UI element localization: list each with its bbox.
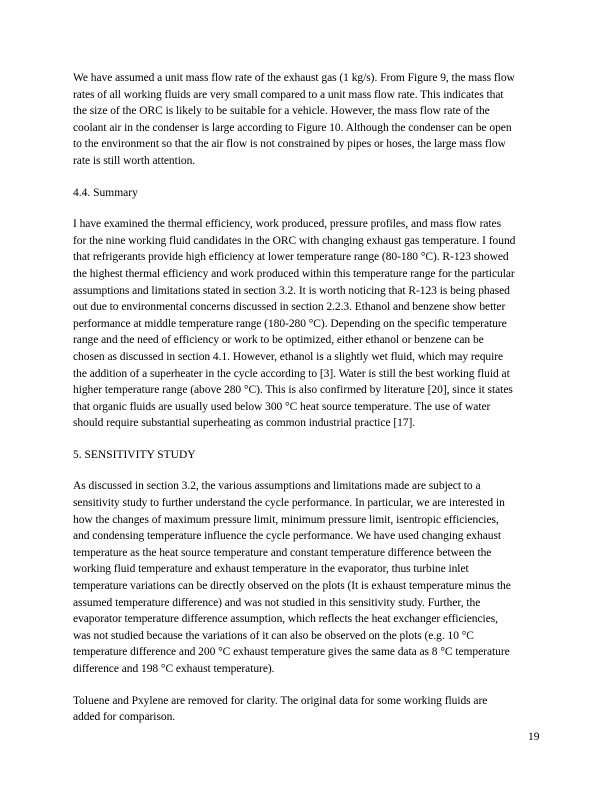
- paragraph-toluene-note: Toluene and Pxylene are removed for clarity. The original data for some working fluids are added for comparison.: [73, 694, 488, 724]
- page-number: 19: [528, 731, 540, 743]
- page-content: [73, 70, 543, 726]
- paragraph-summary: I have examined the thermal efficiency, work produced, pressure profiles, and mass flow rates for the nine working fluid candidates in the ORC with changing exhaust gas temperature. I found that refrigerants provide high efficiency at lower temperature range (80-180 °C). R-123 showed the highest thermal efficiency and work produced within this temperature range for the particular assumptions and limitations stated in section 3.2. It is worth noticing that R-123 is being phased out due to environmental concerns discussed in section 2.2.3. Ethanol and benzene show better performance at middle temperature range (180-280 °C). Depending on the specific temperature range and the need of efficiency or work to be optimized, either ethanol or benzene can be chosen as discussed in section 4.1. However, ethanol is a slightly wet fluid, which may require the addition of a superheater in the cycle according to [3]. Water is still the best working fluid at higher temperature range (above 280 °C). This is also confirmed by literature [20], since it states that organic fluids are usually used below 300 °C heat source temperature. The use of water should require substantial superheating as common industrial practice [17].: [73, 218, 516, 430]
- section-heading-summary: 4.4. Summary: [73, 186, 138, 199]
- section-heading-sensitivity: 5. SENSITIVITY STUDY: [73, 448, 196, 461]
- paragraph-sensitivity: As discussed in section 3.2, the various assumptions and limitations made are subject to a sensitivity study to further understand the cycle performance. In particular, we are interested in how the changes of maximum pressure limit, minimum pressure limit, isentropic efficiencies, and condensing temperature influence the cycle performance. We have used changing exhaust temperature as the heat source temperature and constant temperature difference between the working fluid temperature and exhaust temperature in the evaporator, thus turbine inlet temperature variations can be directly observed on the plots (It is exhaust temperature minus the assumed temperature difference) and was not studied in this sensitivity study. Further, the evaporator temperature difference assumption, which reflects the heat exchanger efficiencies, was not studied because the variations of it can also be observed on the plots (e.g. 10 °C temperature difference and 200 °C exhaust temperature gives the same data as 8 °C temperature difference and 198 °C exhaust temperature).: [73, 480, 511, 675]
- paragraph-mass-flow: We have assumed a unit mass flow rate of the exhaust gas (1 kg/s). From Figure 9, the mass flow rates of all working fluids are very small compared to a unit mass flow rate. This indicates that the size of the ORC is likely to be suitable for a vehicle. However, the mass flow rate of the coolant air in the condenser is large according to Figure 10. Although the condenser can be open to the environment so that the air flow is not constrained by pipes or hoses, the large mass flow rate is still worth attention.: [73, 72, 515, 167]
